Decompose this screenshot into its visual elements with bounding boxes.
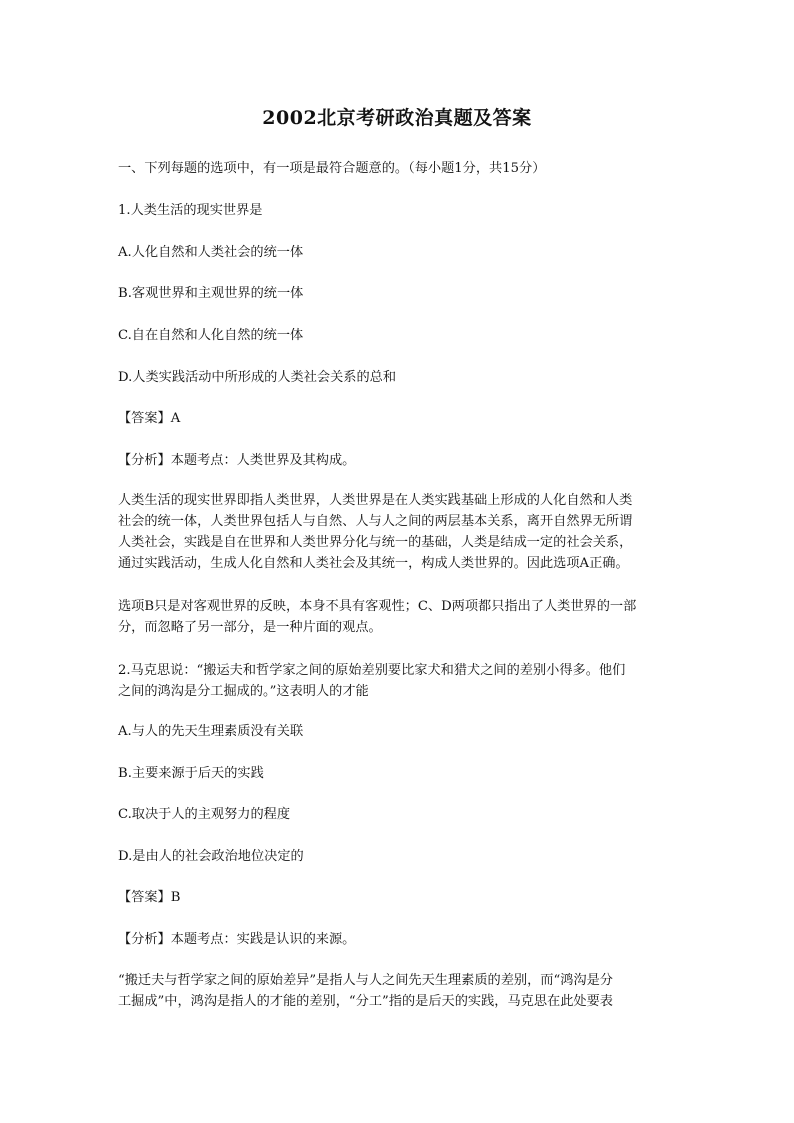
q2-stem-line-1: 2.马克思说：“搬运夫和哲学家之间的原始差别要比家犬和猎犬之间的差别小得多。他们 <box>118 663 626 678</box>
q1-analysis-line-2: 社会的统一体，人类世界包括人与自然、人与人之间的两层基本关系，离开自然界无所谓 <box>118 514 633 529</box>
q2-answer: 【答案】B <box>118 890 181 905</box>
q2-option-d: D.是由人的社会政治地位决定的 <box>118 849 304 864</box>
q1-option-b: B.客观世界和主观世界的统一体 <box>118 286 304 301</box>
q1-analysis-line-1: 人类生活的现实世界即指人类世界，人类世界是在人类实践基础上形成的人化自然和人类 <box>118 493 633 508</box>
q1-analysis-line-4: 通过实践活动，生成人化自然和人类社会及其统一，构成人类世界的。因此选项A正确。 <box>118 556 629 571</box>
q1-option-c: C.自在自然和人化自然的统一体 <box>118 328 304 343</box>
q1-analysis-heading: 【分析】本题考点：人类世界及其构成。 <box>118 453 356 468</box>
q2-option-b: B.主要来源于后天的实践 <box>118 766 264 781</box>
section-heading: 一、下列每题的选项中，有一项是最符合题意的。（每小题1分，共15分） <box>118 161 546 176</box>
q1-stem: 1.人类生活的现实世界是 <box>118 203 263 218</box>
q1-analysis-line-3: 人类社会，实践是自在世界和人类世界分化与统一的基础，人类是结成一定的社会关系， <box>118 535 633 550</box>
q1-option-a: A.人化自然和人类社会的统一体 <box>118 245 304 260</box>
q2-option-c: C.取决于人的主观努力的程度 <box>118 807 291 822</box>
q2-option-a: A.与人的先天生理素质没有关联 <box>118 724 304 739</box>
q2-analysis-heading: 【分析】本题考点：实践是认识的来源。 <box>118 932 356 947</box>
q1-analysis-line-5: 选项B只是对客观世界的反映，本身不具有客观性；C、D两项都只指出了人类世界的一部 <box>118 599 637 614</box>
q1-answer: 【答案】A <box>118 411 181 426</box>
document-title: 2002北京考研政治真题及答案 <box>262 107 532 129</box>
q2-stem-line-2: 之间的鸿沟是分工掘成的。”这表明人的才能 <box>118 684 369 699</box>
q1-option-d: D.人类实践活动中所形成的人类社会关系的总和 <box>118 370 397 385</box>
q1-analysis-line-6: 分，而忽略了另一部分，是一种片面的观点。 <box>118 620 382 635</box>
q2-analysis-line-1: “搬迁夫与哲学家之间的原始差异”是指人与人之间先天生理素质的差别，而“鸿沟是分 <box>118 973 613 988</box>
q2-analysis-line-2: 工掘成”中，鸿沟是指人的才能的差别，“分工”指的是后天的实践，马克思在此处要表 <box>118 994 613 1009</box>
